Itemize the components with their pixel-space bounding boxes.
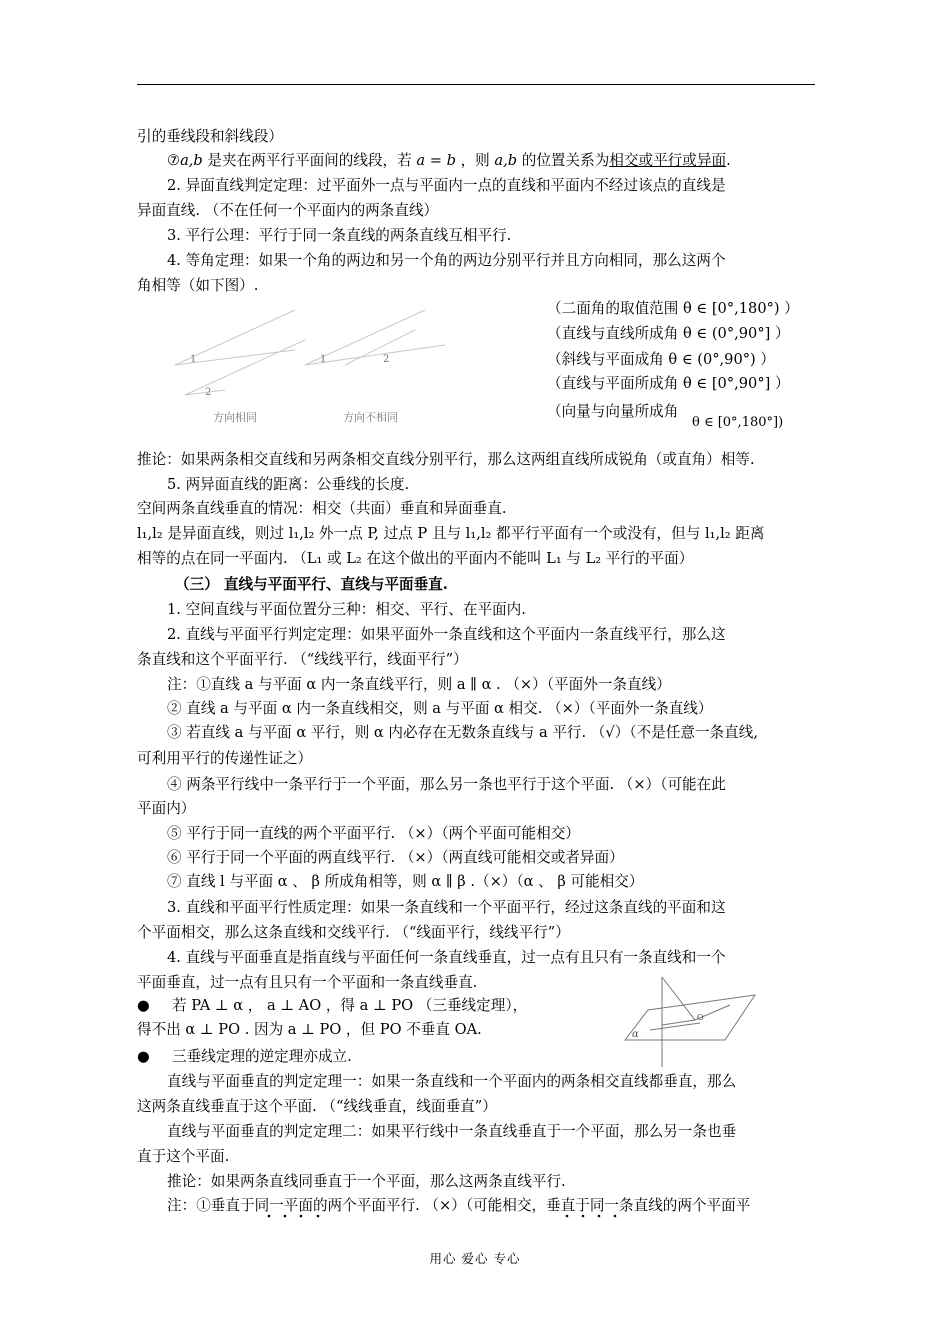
- three-perpendiculars-figure: [620, 965, 760, 1070]
- point-o-label: O: [697, 1013, 704, 1022]
- text-line: 条直线和这个平面平行. （“线线平行，线面平行”）: [137, 651, 468, 668]
- text-line: 得不出 α ⊥ PO . 因为 a ⊥ PO ，但 PO 不垂直 OA.: [137, 1021, 482, 1038]
- text-line: 3. 直线和平面平行性质定理：如果一条直线和一个平面平行，经过这条直线的平面和这: [167, 899, 726, 916]
- text-line: 平面垂直，过一点有且只有一个平面和一条直线垂直.: [137, 974, 478, 991]
- text-line: ⑦ 直线 l 与平面 α 、 β 所成角相等，则 α ∥ β .（×）（α 、 β 可能相交）: [167, 873, 644, 890]
- text-line: 3. 平行公理：平行于同一条直线的两条直线互相平行.: [167, 227, 512, 244]
- text-line: 4. 直线与平面垂直是指直线与平面任何一条直线垂直，过一点有且只有一条直线和一个: [167, 949, 726, 966]
- text-line: ② 直线 a 与平面 α 内一条直线相交，则 a 与平面 α 相交. （×）（平面外一条直线）: [167, 700, 713, 717]
- range-note: （斜线与平面成角 θ ∈ (0°,90°) ）: [547, 351, 775, 368]
- text-line: 注：①直线 a 与平面 α 内一条直线平行，则 a ∥ α . （×）（平面外一条直线）: [167, 676, 671, 693]
- text-line: 推论：如果两条直线同垂直于一个平面，那么这两条直线平行.: [167, 1173, 566, 1190]
- text-line: 这两条直线垂直于这个平面. （“线线垂直，线面垂直”）: [137, 1098, 497, 1115]
- equal-angle-figure: [165, 305, 455, 435]
- text-line: ④ 两条平行线中一条平行于一个平面，那么另一条也平行于这个平面. （×）（可能在此: [167, 776, 726, 793]
- text-line: 可利用平行的传递性证之）: [137, 750, 313, 767]
- text-line: 1. 空间直线与平面位置分三种：相交、平行、在平面内.: [167, 601, 526, 618]
- text-line: 平面内）: [137, 800, 196, 817]
- text-line: 注：①垂直于同一平面的两个平面平行. （×）（可能相交，垂直于同一条直线的两个平面平: [167, 1197, 751, 1214]
- text-line: 三垂线定理的逆定理亦成立.: [172, 1048, 352, 1065]
- text-line: 个平面相交，那么这条直线和交线平行. （“线面平行，线线平行”）: [137, 924, 570, 941]
- text-line: 2. 异面直线判定定理：过平面外一点与平面内一点的直线和平面内不经过该点的直线是: [167, 177, 726, 194]
- text-line: ⑥ 平行于同一个平面的两直线平行. （×）（两直线可能相交或者异面）: [167, 849, 624, 866]
- text-line: ⑤ 平行于同一直线的两个平面平行. （×）（两个平面可能相交）: [167, 825, 580, 842]
- text-line: ⑦a,b 是夹在两平行平面间的线段，若 a = b ，则 a,b 的位置关系为相交或平行或异面.: [167, 152, 731, 169]
- text-line: 若 PA ⊥ α ， a ⊥ AO ，得 a ⊥ PO （三垂线定理），: [172, 997, 528, 1014]
- text-line: ③ 若直线 a 与平面 α 平行，则 α 内必存在无数条直线与 a 平行. （√）（不是任意一条直线,: [167, 724, 758, 741]
- text-line: 异面直线. （不在任何一个平面内的两条直线）: [137, 202, 439, 219]
- text-line: 引的垂线段和斜线段）: [137, 128, 283, 145]
- caption-same-direction: 方向相同: [213, 411, 257, 424]
- text-line: 2. 直线与平面平行判定定理：如果平面外一条直线和这个平面内一条直线平行，那么这: [167, 626, 726, 643]
- angle-label-2: 2: [205, 387, 212, 398]
- angle-label-2b: 2: [383, 354, 390, 365]
- bullet: ●: [137, 1048, 150, 1065]
- text-line: l₁,l₂ 是异面直线，则过 l₁,l₂ 外一点 P, 过点 P 且与 l₁,l₂ 都平行平面有一个或没有，但与 l₁,l₂ 距离: [137, 525, 765, 542]
- angle-label-1b: 1: [320, 354, 327, 365]
- text-line: 角相等（如下图）.: [137, 277, 259, 294]
- plane-alpha-label: α: [632, 1029, 639, 1040]
- caption-different-direction: 方向不相同: [343, 411, 398, 424]
- text-line: 直线与平面垂直的判定定理一：如果一条直线和一个平面内的两条相交直线都垂直，那么: [167, 1073, 737, 1090]
- emphasis-dots: [265, 1212, 625, 1222]
- text-line: 相等的点在同一平面内. （L₁ 或 L₂ 在这个做出的平面内不能叫 L₁ 与 L₂ 平行的平面）: [137, 550, 694, 567]
- page-footer: 用心 爱心 专心: [429, 1251, 521, 1266]
- angle-label-1: 1: [190, 354, 197, 365]
- header-rule: [137, 84, 815, 85]
- text-line: 空间两条直线垂直的情况：相交（共面）垂直和异面垂直.: [137, 500, 507, 517]
- text-line: 5. 两异面直线的距离：公垂线的长度.: [167, 476, 410, 493]
- range-note: θ ∈ [0°,180°]): [692, 415, 784, 430]
- text-line: 直线与平面垂直的判定定理二：如果平行线中一条直线垂直于一个平面，那么另一条也垂: [167, 1123, 737, 1140]
- text-line: 4. 等角定理：如果一个角的两边和另一个角的两边分别平行并且方向相同，那么这两个: [167, 252, 726, 269]
- underlined-answer: 相交或平行或异面: [609, 152, 727, 169]
- range-note: （向量与向量所成角: [547, 403, 679, 420]
- bullet: ●: [137, 997, 150, 1014]
- range-note: （二面角的取值范围 θ ∈ [0°,180°) ）: [547, 300, 799, 317]
- text-line: 推论：如果两条相交直线和另两条相交直线分别平行，那么这两组直线所成锐角（或直角）相等.: [137, 451, 755, 468]
- range-note: （直线与平面所成角 θ ∈ [0°,90°] ）: [547, 375, 790, 392]
- section-heading: （三） 直线与平面平行、直线与平面垂直.: [175, 576, 448, 593]
- text-line: 直于这个平面.: [137, 1148, 230, 1165]
- range-note: （直线与直线所成角 θ ∈ (0°,90°] ）: [547, 325, 790, 342]
